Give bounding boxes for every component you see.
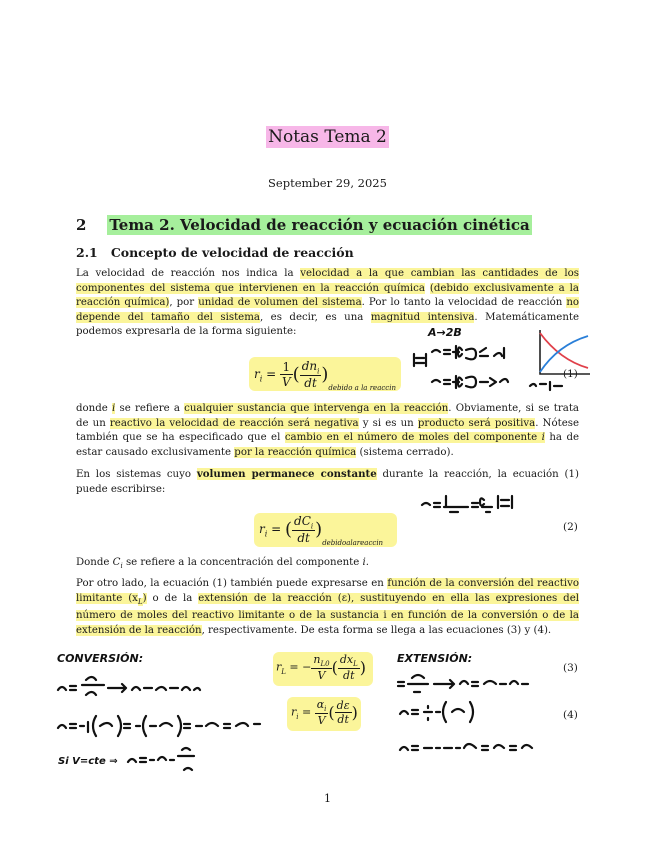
- paragraph-definition: La velocidad de reacción nos indica la velocidad a la que cambian las cantidades de los componentes del sistema que intervienen en la reacción química (debido exclusivamente a la reacción química), por unidad de volumen del sistema. Por lo tanto la velocidad de reacción no depende del tamaño del sistema, es decir, es una magnitud intensiva. Matemáticamente podemos expresarla de la forma siguiente:: [76, 268, 580, 338]
- document-date: September 29, 2025: [268, 176, 387, 190]
- equation-3: $r_L$ = − $\frac{n_{L0}}{V}$ ( $\frac{dx_L}{dt}$ ): [273, 652, 373, 686]
- handwritten-concentration-graph: [530, 330, 590, 390]
- page-number: 1: [324, 792, 331, 805]
- handwritten-conversion-notes: [58, 677, 260, 770]
- equation-1: $r_i$ = $\frac{1}{V}$ ( $\frac{dn_i}{dt}$ )$_{debido a la reaccin}$: [249, 357, 401, 391]
- handwritten-conversion-label: CONVERSIÓN:: [57, 652, 144, 665]
- equation-4-number: (4): [563, 709, 578, 721]
- equation-4: $r_i$ = $\frac{\alpha_i}{V}$ ( $\frac{d\varepsilon}{dt}$ ): [287, 697, 361, 731]
- handwritten-extension-notes: [398, 675, 532, 750]
- handwritten-rate-expressions: [414, 346, 508, 388]
- equation-3-number: (3): [563, 662, 578, 674]
- handwritten-eq2-note: [422, 496, 512, 512]
- equation-2-number: (2): [563, 521, 578, 533]
- document-title: Notas Tema 2: [268, 127, 387, 147]
- section-heading: 2 Tema 2. Velocidad de reacción y ecuación cinética: [76, 216, 530, 234]
- equation-2: $r_i$ = ( $\frac{dC_i}{dt}$ )$_{debidoalareaccin}$: [254, 513, 397, 547]
- handwritten-constant-volume: Si V=cte ⇒: [58, 756, 118, 767]
- paragraph-sign-convention: donde i se refiere a cualquier sustancia que intervenga en la reacción. Obviamente, si se trata de un reactivo la velocidad de reacción será negativa y si es un producto será positiva. Nótese también que se ha especificado que el cambio en el número de moles del componente i ha de estar causado exclusivamente por la reacción química (sistema cerrado).: [76, 403, 579, 458]
- paragraph-concentration: Donde $C_i$ se refiere a la concentración del componente i.: [76, 557, 370, 571]
- subsection-heading: 2.1 Concepto de velocidad de reacción: [76, 245, 354, 260]
- handwritten-extension-label: EXTENSIÓN:: [397, 652, 473, 665]
- paragraph-constant-volume: En los sistemas cuyo volumen permanece constante durante la reacción, la ecuación (1) puede escribirse:: [76, 468, 579, 495]
- equation-1-number: (1): [563, 368, 578, 380]
- paragraph-conversion-extension: Por otro lado, la ecuación (1) también puede expresarse en función de la conversión del reactivo limitante $(x_L)$ o de la extensión de la reacción (ε), sustituyendo en ella las expresiones del número de moles del reactivo limitante o de la sustancia i en función de la conversión o de la extensión de la reacción, respectivamente. De esta forma se llega a las ecuaciones (3) y (4).: [76, 578, 579, 636]
- handwritten-reaction-label: A→2B: [428, 326, 462, 339]
